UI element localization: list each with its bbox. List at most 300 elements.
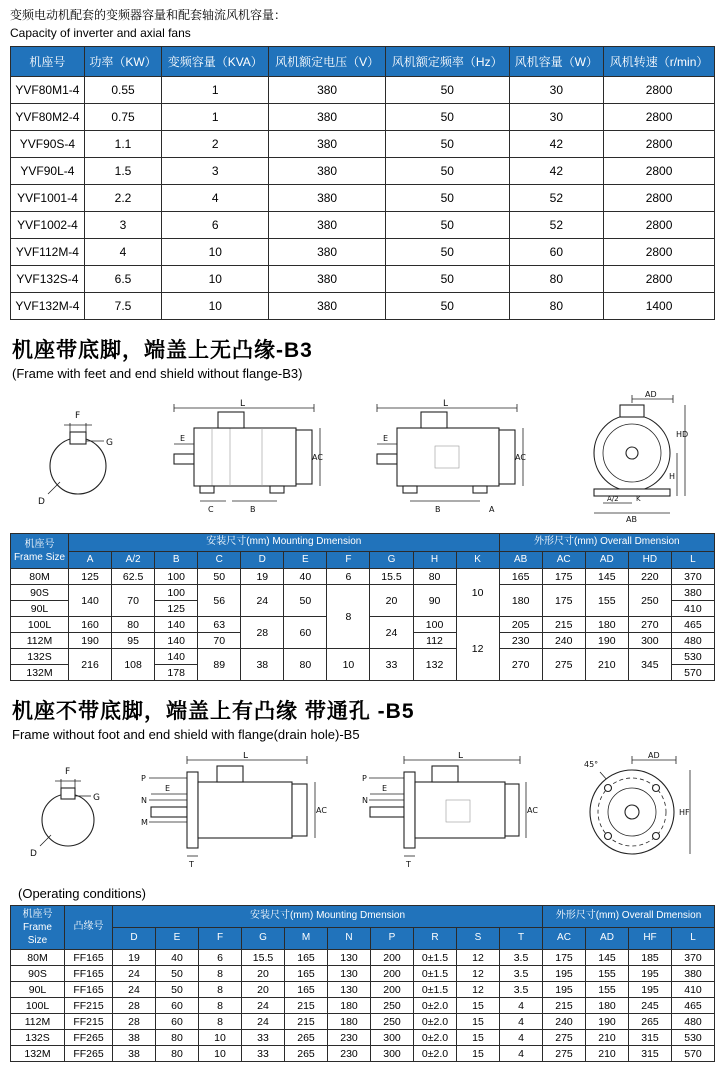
value-cell: 80: [284, 649, 327, 681]
flange: [187, 772, 198, 848]
value-cell: 50: [385, 293, 509, 320]
value-cell: 175: [543, 950, 586, 966]
b5-side-view-drawing-1: [139, 752, 329, 870]
motor-body: [194, 428, 296, 486]
dim-label-e: E: [179, 434, 185, 443]
value-cell: 465: [672, 998, 715, 1014]
value-cell: 180: [586, 998, 629, 1014]
shaft-circle: [50, 438, 106, 494]
b3-section-heading: [10, 334, 715, 381]
value-cell: 89: [198, 649, 241, 681]
operating-conditions-note: (Operating conditions): [18, 886, 146, 901]
fan-cowl: [292, 784, 307, 836]
value-cell: 215: [285, 998, 328, 1014]
value-cell: 380: [269, 212, 386, 239]
frame-size-header-en: Frame Size: [23, 922, 52, 946]
value-cell: 180: [328, 998, 371, 1014]
value-cell: 210: [586, 1046, 629, 1062]
value-cell: 50: [385, 131, 509, 158]
value-cell: 2800: [604, 185, 715, 212]
value-cell: 155: [586, 966, 629, 982]
value-cell: 125: [155, 601, 198, 617]
frame-size-cell: 80M: [11, 569, 69, 585]
frame-size-header: [11, 534, 69, 569]
value-cell: 215: [285, 1014, 328, 1030]
dim-label-ac: AC: [316, 806, 328, 815]
value-cell: 24: [113, 982, 156, 998]
value-cell: 28: [113, 1014, 156, 1030]
column-letter: B: [155, 551, 198, 569]
value-cell: FF265: [65, 1030, 113, 1046]
column-letter: AC: [543, 928, 586, 950]
value-cell: FF165: [65, 950, 113, 966]
value-cell: 10: [199, 1046, 242, 1062]
column-letter: G: [370, 551, 413, 569]
value-cell: 24: [113, 966, 156, 982]
table-body: [11, 77, 715, 320]
value-cell: 145: [586, 950, 629, 966]
column-letter: P: [371, 928, 414, 950]
value-cell: 380: [269, 185, 386, 212]
value-cell: 15: [457, 1046, 500, 1062]
value-cell: 125: [69, 569, 112, 585]
value-cell: 15.5: [370, 569, 413, 585]
fan-cowl: [505, 784, 519, 836]
value-cell: 50: [385, 185, 509, 212]
column-letter: S: [457, 928, 500, 950]
value-cell: 80: [413, 569, 456, 585]
column-letter: HF: [629, 928, 672, 950]
dim-label-ac: AC: [526, 806, 538, 815]
value-cell: 0±1.5: [414, 966, 457, 982]
dim-label-n: N: [141, 796, 148, 805]
value-cell: 30: [509, 104, 603, 131]
value-cell: 370: [671, 569, 714, 585]
value-cell: 570: [671, 665, 714, 681]
column-letter: M: [285, 928, 328, 950]
value-cell: 4: [84, 239, 161, 266]
value-cell: 175: [542, 569, 585, 585]
table-row: [11, 1014, 715, 1030]
value-cell: 12: [457, 966, 500, 982]
fan-cowl: [296, 430, 312, 484]
value-cell: 100: [155, 585, 198, 601]
value-cell: 130: [328, 966, 371, 982]
value-cell: 10: [162, 266, 269, 293]
value-cell: 300: [371, 1046, 414, 1062]
mounting-group-header: 安装尺寸(mm) Mounting Dmension: [69, 534, 500, 552]
value-cell: 240: [543, 1014, 586, 1030]
value-cell: 80: [509, 293, 603, 320]
dim-label-d: D: [30, 849, 38, 859]
mounting-group-header: 安装尺寸(mm) Mounting Dmension: [113, 906, 543, 928]
value-cell: 60: [156, 1014, 199, 1030]
value-cell: 50: [284, 585, 327, 617]
flange-number-header: 凸缘号: [65, 906, 113, 950]
value-cell: 2800: [604, 104, 715, 131]
value-cell: 1.1: [84, 131, 161, 158]
table-header-row: [11, 47, 715, 77]
value-cell: 2800: [604, 239, 715, 266]
dim-label-45deg: 45°: [583, 760, 599, 769]
value-cell: 50: [198, 569, 241, 585]
value-cell: 275: [543, 1046, 586, 1062]
value-cell: 480: [671, 633, 714, 649]
value-cell: 42: [509, 158, 603, 185]
b3-title-cn: 机座带底脚，端盖上无凸缘-B3: [12, 339, 313, 362]
value-cell: 33: [370, 649, 413, 681]
dim-label-p: P: [361, 774, 367, 783]
value-cell: 38: [113, 1046, 156, 1062]
column-letter: G: [242, 928, 285, 950]
keyway: [70, 432, 86, 444]
column-header: 风机额定电压（V）: [269, 47, 386, 77]
intro: [10, 6, 715, 42]
column-letter: H: [413, 551, 456, 569]
value-cell: 270: [499, 649, 542, 681]
value-cell: 56: [198, 585, 241, 617]
value-cell: 180: [328, 1014, 371, 1030]
value-cell: FF215: [65, 1014, 113, 1030]
value-cell: 28: [113, 998, 156, 1014]
value-cell: 2800: [604, 131, 715, 158]
value-cell: 265: [285, 1046, 328, 1062]
b3-end-view-drawing: [573, 391, 691, 523]
dim-label-c: C: [207, 505, 214, 514]
table-row: [11, 77, 715, 104]
table-row: [11, 585, 715, 601]
model-cell: YVF132M-4: [11, 293, 85, 320]
value-cell: 4: [500, 1046, 543, 1062]
value-cell: 140: [155, 617, 198, 633]
inverter-fan-capacity-table: [10, 46, 715, 320]
value-cell: 108: [112, 649, 155, 681]
value-cell: 140: [155, 649, 198, 665]
value-cell: 38: [113, 1030, 156, 1046]
value-cell: 0±1.5: [414, 950, 457, 966]
value-cell: 270: [628, 617, 671, 633]
value-cell: 38: [241, 649, 284, 681]
column-header: 风机转速（r/min）: [604, 47, 715, 77]
value-cell: 215: [542, 617, 585, 633]
value-cell: 190: [69, 633, 112, 649]
frame-size-header-cn: 机座号: [22, 909, 53, 920]
b3-side-view-drawing-2: [369, 398, 529, 516]
value-cell: 15.5: [242, 950, 285, 966]
value-cell: 90: [413, 585, 456, 617]
dim-label-ac: AC: [515, 453, 527, 462]
frame-size-cell: 112M: [11, 633, 69, 649]
value-cell: 4: [500, 1030, 543, 1046]
column-letter-row: [11, 928, 715, 950]
value-cell: 50: [385, 239, 509, 266]
value-cell: 3.5: [500, 982, 543, 998]
value-cell: 530: [671, 649, 714, 665]
value-cell: 8: [327, 585, 370, 649]
column-letter: L: [671, 551, 714, 569]
value-cell: 70: [198, 633, 241, 649]
value-cell: 10: [162, 239, 269, 266]
value-cell: 275: [542, 649, 585, 681]
dim-label-t: T: [189, 860, 195, 869]
value-cell: 130: [328, 982, 371, 998]
value-cell: 0±2.0: [414, 1030, 457, 1046]
value-cell: 50: [385, 104, 509, 131]
value-cell: 6: [162, 212, 269, 239]
value-cell: 3: [84, 212, 161, 239]
value-cell: 50: [156, 966, 199, 982]
value-cell: 155: [586, 982, 629, 998]
column-letter: T: [500, 928, 543, 950]
column-header: 风机容量（W）: [509, 47, 603, 77]
dim-label-g: G: [93, 793, 101, 803]
model-cell: YVF90S-4: [11, 131, 85, 158]
dim-label-m: M: [141, 818, 149, 827]
value-cell: 50: [385, 266, 509, 293]
value-cell: 10: [327, 649, 370, 681]
terminal-box: [421, 412, 447, 428]
bolt-hole: [652, 833, 659, 840]
table-body: [11, 950, 715, 1062]
value-cell: 215: [543, 998, 586, 1014]
value-cell: 80: [156, 1046, 199, 1062]
model-cell: YVF112M-4: [11, 239, 85, 266]
terminal-box: [620, 405, 644, 417]
motor-shaft: [370, 807, 404, 817]
value-cell: 380: [671, 585, 714, 601]
value-cell: 80: [112, 617, 155, 633]
table-row: [11, 185, 715, 212]
value-cell: 0±2.0: [414, 998, 457, 1014]
dim-label-t: T: [405, 860, 411, 869]
frame-size-cell: 132S: [11, 649, 69, 665]
dim-label-d: D: [37, 497, 45, 507]
b3-title-en: (Frame with feet and end shield without flange-B3): [12, 366, 303, 381]
value-cell: 380: [269, 77, 386, 104]
dim-label-f: F: [74, 411, 81, 421]
value-cell: 0.75: [84, 104, 161, 131]
value-cell: 132: [413, 649, 456, 681]
value-cell: 50: [385, 158, 509, 185]
value-cell: 33: [242, 1030, 285, 1046]
intro-line-cn: 变频电动机配套的变频器容量和配套轴流风机容量：: [10, 8, 287, 22]
value-cell: 165: [499, 569, 542, 585]
b5-drawings: [10, 746, 715, 878]
b5-shaft-end-view-drawing: [27, 762, 109, 860]
value-cell: 15: [457, 1014, 500, 1030]
flange: [404, 772, 415, 848]
value-cell: 275: [543, 1030, 586, 1046]
table-row: [11, 950, 715, 966]
value-cell: 2800: [604, 158, 715, 185]
dim-label-a: A: [489, 505, 495, 514]
value-cell: 20: [370, 585, 413, 617]
motor-body: [415, 782, 505, 838]
value-cell: 0±2.0: [414, 1014, 457, 1030]
value-cell: 230: [328, 1046, 371, 1062]
table-row: [11, 293, 715, 320]
value-cell: 1: [162, 104, 269, 131]
value-cell: 1: [162, 77, 269, 104]
motor-shaft: [174, 454, 194, 464]
value-cell: 6: [327, 569, 370, 585]
value-cell: 380: [269, 239, 386, 266]
dim-label-a2: A/2: [607, 495, 619, 503]
column-letter: D: [113, 928, 156, 950]
value-cell: 8: [199, 1014, 242, 1030]
table-row: [11, 1030, 715, 1046]
value-cell: 4: [500, 998, 543, 1014]
value-cell: 1400: [604, 293, 715, 320]
value-cell: 155: [585, 585, 628, 617]
value-cell: 178: [155, 665, 198, 681]
table-body: [11, 569, 715, 681]
frame-size-cell: 112M: [11, 1014, 65, 1030]
table-row: [11, 998, 715, 1014]
value-cell: 265: [629, 1014, 672, 1030]
value-cell: 195: [629, 966, 672, 982]
value-cell: 28: [241, 617, 284, 649]
value-cell: 230: [499, 633, 542, 649]
value-cell: 180: [499, 585, 542, 617]
b3-dimension-table: [10, 533, 715, 681]
frame-size-cell: 100L: [11, 617, 69, 633]
value-cell: 30: [509, 77, 603, 104]
value-cell: 465: [671, 617, 714, 633]
terminal-box: [432, 766, 458, 782]
value-cell: 165: [285, 966, 328, 982]
model-cell: YVF90L-4: [11, 158, 85, 185]
table-group-header-row: [11, 534, 715, 552]
column-header: 机座号: [11, 47, 85, 77]
dim-label-l: L: [239, 399, 245, 409]
value-cell: 20: [242, 966, 285, 982]
value-cell: 10: [199, 1030, 242, 1046]
value-cell: 19: [113, 950, 156, 966]
b5-section-heading: [10, 695, 715, 742]
value-cell: 100: [155, 569, 198, 585]
motor-body: [397, 428, 499, 486]
value-cell: 62.5: [112, 569, 155, 585]
value-cell: 130: [328, 950, 371, 966]
value-cell: 2800: [604, 77, 715, 104]
frame-size-header: [11, 906, 65, 950]
value-cell: 10: [456, 569, 499, 617]
value-cell: 205: [499, 617, 542, 633]
value-cell: 345: [628, 649, 671, 681]
dim-label-h: H: [669, 472, 676, 481]
shaft-center: [626, 447, 638, 459]
dim-label-f: F: [65, 767, 71, 777]
model-cell: YVF80M1-4: [11, 77, 85, 104]
value-cell: 33: [242, 1046, 285, 1062]
value-cell: 140: [155, 633, 198, 649]
value-cell: 0±1.5: [414, 982, 457, 998]
column-header: 功率（KW）: [84, 47, 161, 77]
b3-shaft-end-view-drawing: [34, 406, 122, 508]
value-cell: 60: [509, 239, 603, 266]
table-row: [11, 104, 715, 131]
model-cell: YVF80M2-4: [11, 104, 85, 131]
value-cell: 12: [456, 617, 499, 681]
b5-title-cn: 机座不带底脚，端盖上有凸缘 带通孔 -B5: [12, 700, 415, 723]
table-row: [11, 649, 715, 665]
value-cell: 50: [156, 982, 199, 998]
column-letter: AD: [585, 551, 628, 569]
value-cell: 112: [413, 633, 456, 649]
dim-label-l: L: [243, 752, 249, 761]
value-cell: 250: [628, 585, 671, 617]
value-cell: 52: [509, 185, 603, 212]
column-letter: K: [456, 551, 499, 569]
table-row: [11, 212, 715, 239]
value-cell: 50: [385, 77, 509, 104]
dim-label-b: B: [435, 505, 441, 514]
base: [594, 489, 670, 496]
dim-label-e: E: [383, 434, 389, 443]
value-cell: 210: [585, 649, 628, 681]
value-cell: 315: [629, 1030, 672, 1046]
foot: [200, 486, 214, 493]
b3-drawings: [10, 385, 715, 531]
value-cell: 0±2.0: [414, 1046, 457, 1062]
column-letter: AB: [499, 551, 542, 569]
value-cell: 12: [457, 982, 500, 998]
value-cell: 4: [162, 185, 269, 212]
value-cell: 190: [586, 1014, 629, 1030]
table-row: [11, 982, 715, 998]
value-cell: 6.5: [84, 266, 161, 293]
column-header: 变频容量（KVA）: [162, 47, 269, 77]
table-row: [11, 569, 715, 585]
frame-size-cell: 90S: [11, 585, 69, 601]
model-cell: YVF132S-4: [11, 266, 85, 293]
value-cell: 15: [457, 1030, 500, 1046]
value-cell: 165: [285, 950, 328, 966]
value-cell: 50: [385, 212, 509, 239]
value-cell: FF165: [65, 966, 113, 982]
overall-group-header: 外形尺寸(mm) Overall Dmension: [543, 906, 715, 928]
column-letter: AD: [586, 928, 629, 950]
value-cell: 140: [69, 585, 112, 617]
column-letter: E: [284, 551, 327, 569]
value-cell: 1.5: [84, 158, 161, 185]
value-cell: 10: [162, 293, 269, 320]
value-cell: 195: [629, 982, 672, 998]
value-cell: 52: [509, 212, 603, 239]
table-row: [11, 266, 715, 293]
value-cell: 2800: [604, 212, 715, 239]
value-cell: FF215: [65, 998, 113, 1014]
value-cell: 3.5: [500, 966, 543, 982]
value-cell: 3.5: [500, 950, 543, 966]
column-letter-row: [11, 551, 715, 569]
value-cell: 190: [585, 633, 628, 649]
value-cell: 165: [285, 982, 328, 998]
column-letter: R: [414, 928, 457, 950]
intro-line-en: Capacity of inverter and axial fans: [10, 26, 191, 40]
dim-label-ad: AD: [645, 391, 657, 399]
value-cell: 24: [242, 1014, 285, 1030]
fan-cowl: [499, 430, 515, 484]
column-letter: F: [327, 551, 370, 569]
value-cell: 70: [112, 585, 155, 617]
frame-size-header-cn: 机座号: [24, 539, 55, 550]
frame-size-cell: 90L: [11, 982, 65, 998]
dim-label-ab: AB: [626, 515, 638, 523]
dim-label-e: E: [165, 784, 171, 793]
terminal-box: [218, 412, 244, 428]
